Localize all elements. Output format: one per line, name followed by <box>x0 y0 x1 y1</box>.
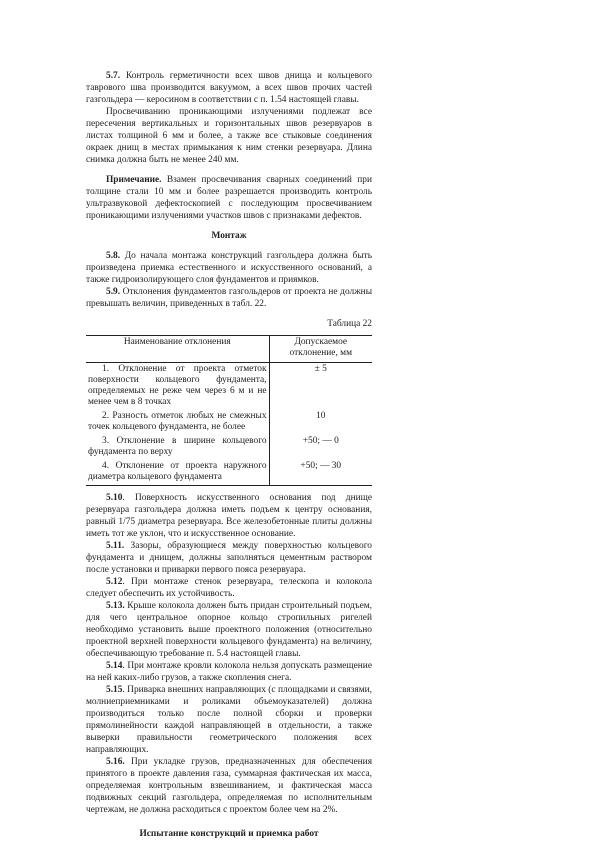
note-label: Примечание. <box>106 175 162 185</box>
section-heading-montazh: Монтаж <box>211 231 247 241</box>
clause-number: 5.8. <box>106 251 121 261</box>
note-paragraph <box>86 174 372 222</box>
paragraph-5-7-radiography: Просвечиванию проникающими излучениями подлежат все пересечения вертикальных и горизонтальных швов резервуаров в листах толщиной 6 мм и более, а также все стыковые соединения окраек днищ в местах примыкания к ним стенки резервуара. Длина снимка должна быть не менее 240 мм. <box>86 107 372 165</box>
clause-number: 5.7. <box>106 71 121 81</box>
table-header-name: Наименование отклонения <box>86 336 269 363</box>
clause-text: . При монтаже стенок резервуара, телескопа и колокола следует обеспечить их устойчивость. <box>86 577 372 599</box>
clause-number: 5.12 <box>106 577 123 587</box>
paragraph-5-7 <box>86 70 372 106</box>
table-header-tolerance: Допускаемое отклонение, мм <box>269 336 372 363</box>
table-row <box>86 460 372 486</box>
clause-text: Контроль герметичности всех швов днища и кольцевого таврового шва производится вакуумом, а всех швов прочих частей газгольдера — керосином в соответствии с п. 1.54 настоящей главы. <box>86 71 372 105</box>
deviation-table <box>86 335 372 486</box>
paragraph-5-12 <box>86 576 372 600</box>
table-cell-value: +50; — 0 <box>302 436 339 446</box>
clause-text: . Поверхность искусственного основания под днище резервуара газгольдера должна иметь подъем к центру основания, равный 1/75 диаметра резервуара. Все железобетонные плиты должны иметь тот же уклон, что и искусственное основание. <box>86 493 372 539</box>
table-cell-name: 4. Отклонение от проекта наружного диаметра кольцевого фундамента <box>88 461 267 482</box>
clause-number: 5.15 <box>106 685 123 695</box>
clause-number: 5.14 <box>106 661 123 671</box>
paragraph-5-10 <box>86 492 372 540</box>
clause-number: 5.9. <box>106 287 121 297</box>
spacer <box>86 310 372 318</box>
paragraph-5-15 <box>86 684 372 756</box>
paragraph-5-14 <box>86 660 372 684</box>
paragraph-5-16 <box>86 756 372 816</box>
section-heading-ispytanie: Испытание конструкций и приемка работ <box>139 829 319 839</box>
clause-number: 5.13. <box>106 601 125 611</box>
clause-text: . Приварка внешних направляющих (с площадками и связями, молниеприемниками и роликами объемоуказателей) должна производиться только после полной сборки и проверки прямолинейности каждой направляющей в отдельности, а также выверки правильности геометрического положения всех направляющих. <box>86 685 372 755</box>
table-cell-name: 1. Отклонение от проекта отметок поверхности кольцевого фундамента, определяемых не реже чем через 6 м и не менее чем в 8 точках <box>88 364 267 407</box>
table-cell-value: ± 5 <box>314 364 327 374</box>
table-row <box>86 363 372 411</box>
spacer <box>86 242 372 250</box>
table-cell-value: 10 <box>316 411 326 421</box>
paragraph-5-8 <box>86 250 372 286</box>
paragraph-5-11 <box>86 540 372 576</box>
document-page <box>86 70 372 840</box>
clause-number: 5.10 <box>106 493 123 503</box>
table-row <box>86 435 372 460</box>
spacer <box>86 166 372 174</box>
paragraph-5-13 <box>86 600 372 660</box>
clause-text: Зазоры, образующиеся между поверхностью кольцевого фундамента и днищем, должны заполняться цементным раствором после установки и приварки первого пояса резервуара. <box>86 541 372 575</box>
table-cell-name: 2. Разность отметок любых не смежных точек кольцевого фундамента, не более <box>88 411 267 432</box>
note-text: Взамен просвечивания сварных соединений при толщине стали 10 мм и более разрешается производить контроль ультразвуковой дефектоскопией с последующим просвечиванием проникающими излучениями участков швов с признаками дефектов. <box>86 175 372 221</box>
table-cell-name: 3. Отклонение в ширине кольцевого фундамента по верху <box>88 436 267 457</box>
table-cell-value: +50; — 30 <box>300 461 342 471</box>
clause-number: 5.11. <box>106 541 125 551</box>
clause-text: . При монтаже кровли колокола нельзя допускать размещение на ней каких-либо грузов, а также скопления снега. <box>86 661 372 683</box>
table-caption: Таблица 22 <box>327 319 372 329</box>
table-header-row <box>86 336 372 363</box>
clause-text: Отклонения фундаментов газгольдеров от проекта не должны превышать величин, приведенных в табл. 22. <box>86 287 372 309</box>
clause-number: 5.16. <box>106 757 125 767</box>
spacer <box>86 222 372 230</box>
paragraph-5-9 <box>86 286 372 310</box>
clause-text: До начала монтажа конструкций газгольдера должна быть произведена приемка естественного и искусственного оснований, а также гидроизолирующего слоя фундаментов и приямков. <box>86 251 373 285</box>
table-row <box>86 410 372 435</box>
clause-text: При укладке грузов, предназначенных для обеспечения принятого в проекте давления газа, суммарная фактическая их масса, определяемая контрольным взвешиванием, и фактическая масса подвижных секций газгольдера, определяемая по исполнительным чертежам, не должна расходиться с проектом более чем на 2%. <box>86 757 373 815</box>
clause-text: Крыше колокола должен быть придан строительный подъем, для чего центральное опорное кольцо стропильных ригелей необходимо установить выше проектного положения (относительно проектной верхней поверхности кольцевого фундамента) на величину, обеспечивающую требование п. 5.4 настоящей главы. <box>86 601 373 659</box>
